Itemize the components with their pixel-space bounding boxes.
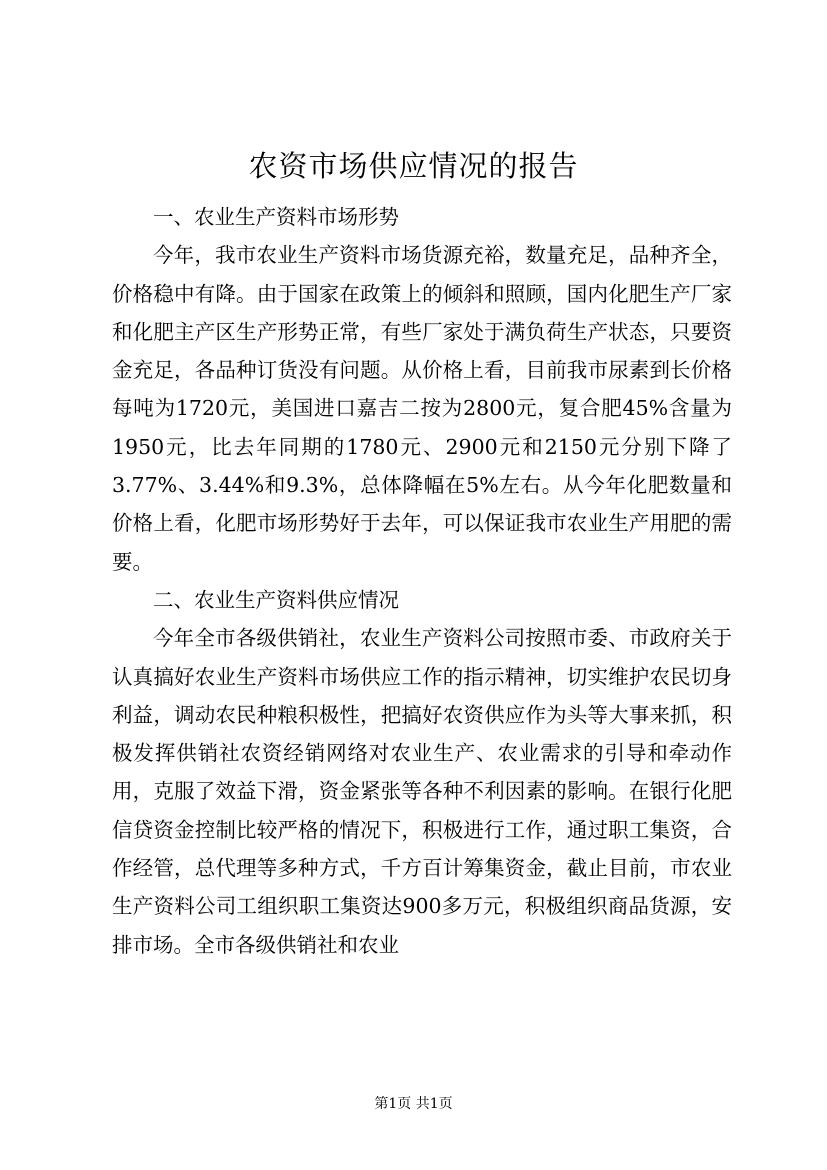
document-title: 农资市场供应情况的报告: [248, 149, 579, 183]
document-body: [112, 198, 732, 964]
page-footer: 第1页 共1页: [374, 1096, 453, 1112]
paragraph-supply-situation: 今年全市各级供销社，农业生产资料公司按照市委、市政府关于认真搞好农业生产资料市场供应工作的指示精神，切实维护农民切身利益，调动农民种粮积极性，把搞好农资供应作为头等大事来抓，积极发挥供销社农资经销网络对农业生产、农业需求的引导和牵动作用，克服了效益下滑，资金紧张等各种不利因素的影响。在银行化肥信贷资金控制比较严格的情况下，积极进行工作，通过职工集资，合作经管，总代理等多种方式，千方百计筹集资金，截止目前，市农业生产资料公司工组织职工集资达900多万元，积极组织商品货源，安排市场。全市各级供销社和农业: [112, 626, 732, 957]
section-heading-market-situation: 一、农业生产资料市场形势: [153, 205, 399, 229]
section-heading-supply-situation: 二、农业生产资料供应情况: [153, 587, 399, 612]
paragraph-market-situation: 今年，我市农业生产资料市场货源充裕，数量充足，品种齐全，价格稳中有降。由于国家在政策上的倾斜和照顾，国内化肥生产厂家和化肥主产区生产形势正常，有些厂家处于满负荷生产状态，只要资金充足，各品种订货没有问题。从价格上看，目前我市尿素到长价格每吨为1720元，美国进口嘉吉二按为2800元，复合肥45%含量为1950元，比去年同期的1780元、2900元和2150元分别下降了3.77%、3.44%和9.3%，总体降幅在5%左右。从今年化肥数量和价格上看，化肥市场形势好于去年，可以保证我市农业生产用肥的需要。: [112, 243, 732, 574]
